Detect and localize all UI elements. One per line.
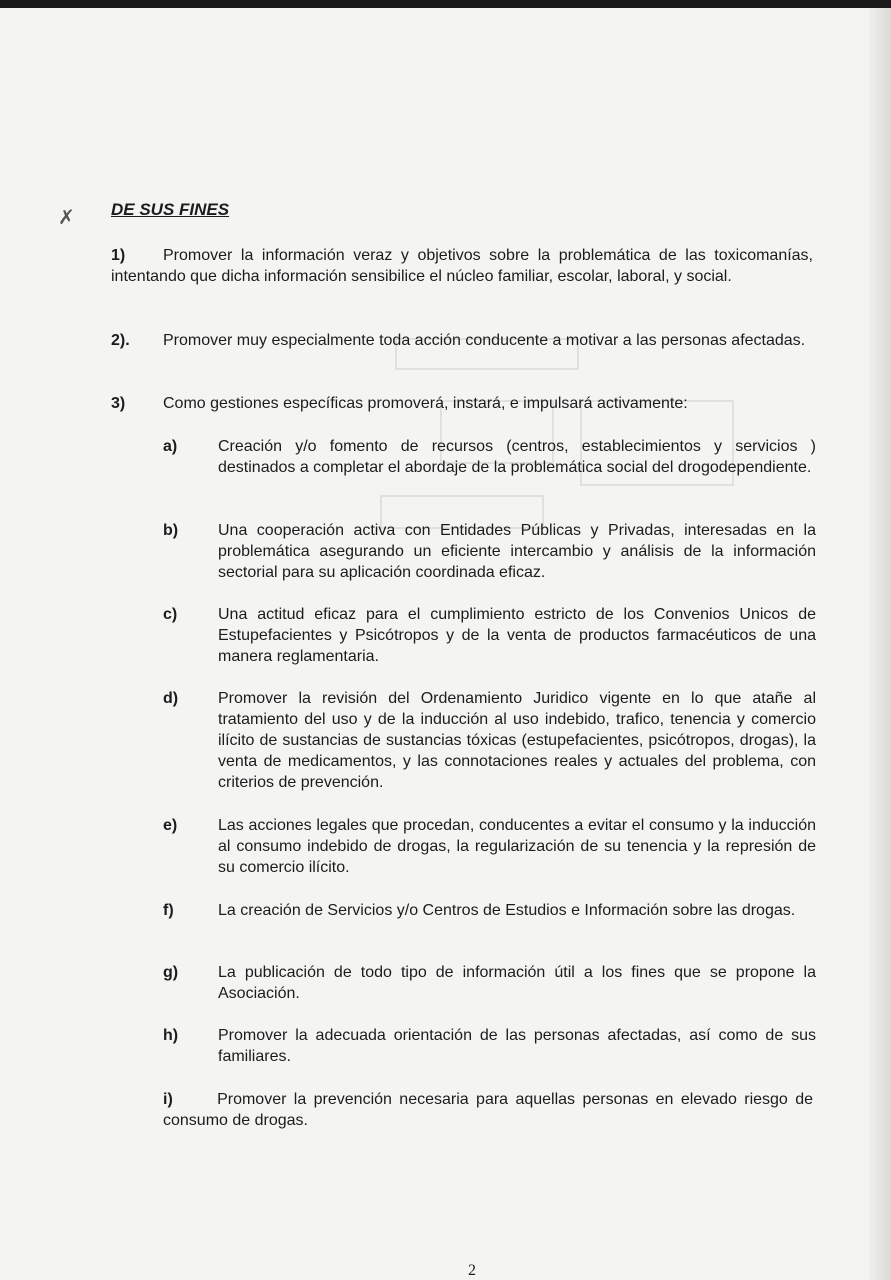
section-heading: DE SUS FINES bbox=[111, 200, 230, 219]
list-item-label: c) bbox=[163, 606, 178, 623]
list-item-text: La creación de Servicios y/o Centros de Estudios e Información sobre las drogas. bbox=[218, 902, 796, 919]
list-item bbox=[163, 815, 816, 878]
list-item-text: Promover la revisión del Ordenamiento Juridico vigente en lo que atañe al tratamiento del uso y de la inducción al uso indebido, trafico, tenencia y comercio ilícito de sustancias de sustancias tóxicas (estupefacientes, psicótropos, drogas), la venta de medicamentos, y las connotaciones reales y actuales del problema, con criterios de prevención. bbox=[218, 690, 816, 791]
list-item-label: b) bbox=[163, 522, 179, 539]
list-item bbox=[163, 900, 816, 942]
list-item bbox=[163, 604, 816, 667]
list-item bbox=[163, 1025, 816, 1067]
list-item-text: Una cooperación activa con Entidades Públicas y Privadas, interesadas en la problemática asegurando un eficiente intercambio y análisis de la información sectorial para su aplicación coordinada eficaz. bbox=[218, 522, 816, 581]
paragraph-text: Promover la información veraz y objetivos sobre la problemática de las toxicomanías, intentando que dicha información sensibilice el núcleo familiar, escolar, laboral, y social. bbox=[111, 247, 813, 285]
list-item-label: i) bbox=[163, 1091, 173, 1108]
page-number: 2 bbox=[468, 1262, 476, 1279]
list-item bbox=[163, 688, 816, 793]
paragraph-2 bbox=[111, 330, 813, 351]
paragraph-number: 2). bbox=[111, 332, 130, 349]
list-item-text: Promover la adecuada orientación de las personas afectadas, así como de sus familiares. bbox=[218, 1027, 816, 1065]
list-item bbox=[163, 962, 816, 1004]
paragraph-text: Promover muy especialmente toda acción conducente a motivar a las personas afectadas. bbox=[163, 332, 806, 349]
list-item-label: a) bbox=[163, 438, 178, 455]
paragraph-number: 3) bbox=[111, 395, 126, 412]
list-item-label: f) bbox=[163, 902, 174, 919]
paragraph-3 bbox=[111, 393, 813, 414]
paragraph-1 bbox=[111, 245, 813, 287]
list-item-label: d) bbox=[163, 690, 179, 707]
final-item bbox=[163, 1089, 813, 1131]
list-item-label: e) bbox=[163, 817, 178, 834]
list-item-text: Una actitud eficaz para el cumplimiento estricto de los Convenios Unicos de Estupefacientes y Psicótropos y de la venta de productos farmacéuticos de una manera reglamentaria. bbox=[218, 606, 816, 665]
list-item-text: Las acciones legales que procedan, conducentes a evitar el consumo y la inducción al consumo indebido de drogas, la regularización de su tenencia y la represión de su comercio ilícito. bbox=[218, 817, 816, 876]
list-item-text: Promover la prevención necesaria para aquellas personas en elevado riesgo de consumo de drogas. bbox=[163, 1091, 814, 1129]
list-item-text: Creación y/o fomento de recursos (centros, establecimientos y servicios ) destinados a completar el abordaje de la problemática social del drogodependiente. bbox=[218, 438, 816, 476]
paragraph-text: Como gestiones específicas promoverá, instará, e impulsará activamente: bbox=[163, 395, 688, 412]
list-item-label: g) bbox=[163, 964, 179, 981]
list-item bbox=[163, 520, 816, 583]
paragraph-number: 1) bbox=[111, 247, 126, 264]
margin-check-mark: ✗ bbox=[58, 207, 75, 229]
list-item bbox=[163, 436, 816, 499]
list-item-text: La publicación de todo tipo de información útil a los fines que se propone la Asociación. bbox=[218, 964, 816, 1002]
list-item-label: h) bbox=[163, 1027, 179, 1044]
